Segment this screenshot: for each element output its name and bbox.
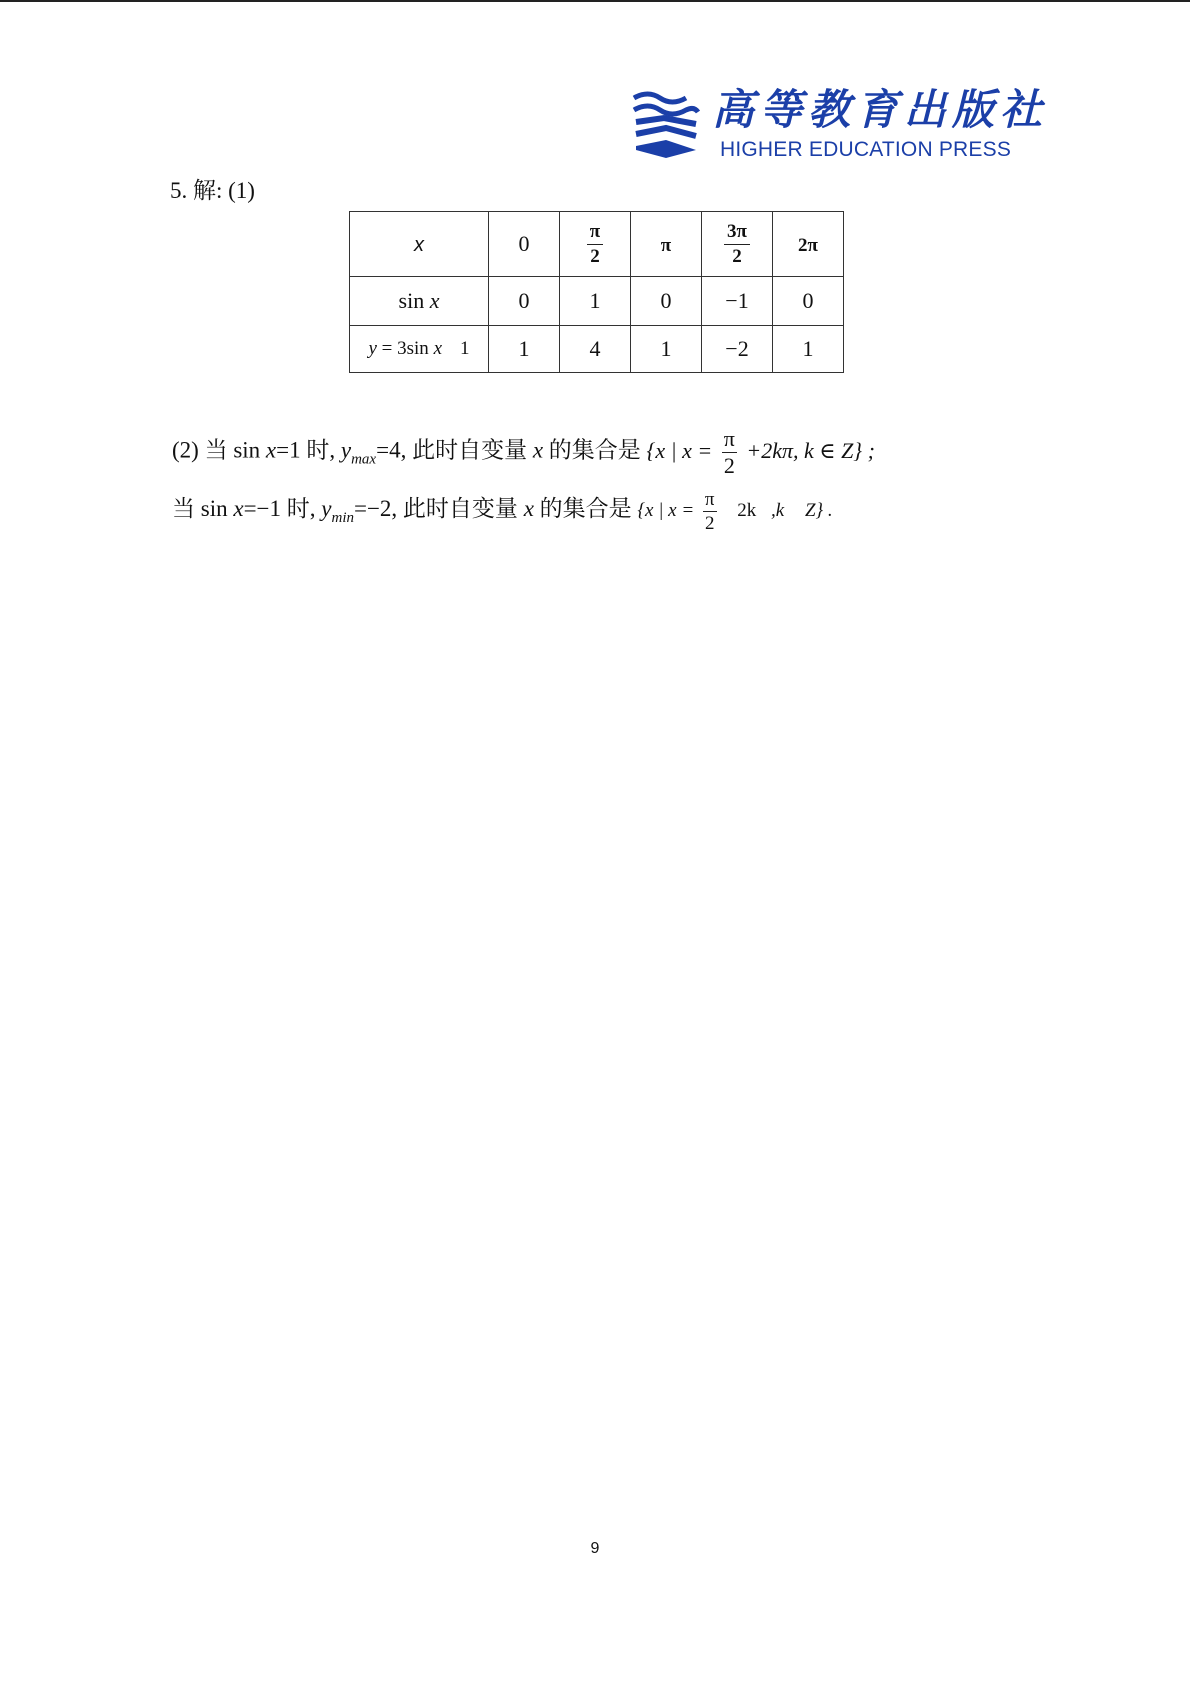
fraction: $\frac{\pi}{2}$ bbox=[723, 426, 735, 478]
table-row-sin bbox=[350, 277, 844, 326]
fraction: $\frac{3\pi}{2}$ bbox=[724, 222, 750, 267]
table-cell: 1 bbox=[631, 326, 702, 373]
table-cell: 0 bbox=[631, 277, 702, 326]
page-number: 9 bbox=[590, 1540, 600, 1557]
publisher-logo bbox=[630, 82, 1049, 168]
fraction: $\frac{\pi}{2}$ bbox=[704, 489, 715, 535]
table-header-x: x bbox=[350, 212, 489, 277]
publisher-english-name: HIGHER EDUCATION PRESS bbox=[720, 138, 1012, 161]
table-row-y bbox=[350, 326, 844, 373]
table-row-x bbox=[350, 212, 844, 277]
top-border-line bbox=[0, 0, 1190, 2]
publisher-chinese-name: 高等教育出版社 bbox=[712, 85, 1049, 134]
table-cell: 1 bbox=[489, 326, 560, 373]
table-cell: 0 bbox=[489, 277, 560, 326]
answer-line-min: 当 sin x=−1 时, $y_{min}=-2$, 此时自变量 x 的集合是 {x | x = $\frac{\pi}{2}$ 2k ,k Z} . bbox=[172, 489, 833, 535]
table-cell bbox=[560, 212, 631, 277]
table-cell: 0 bbox=[773, 277, 844, 326]
answer-line-max: (2) 当 sin x=1 时, $y_{max}=4$, 此时自变量 x 的集合是 {x | x = $\frac{\pi}{2}$ +2kπ, k ∈ Z} ; bbox=[172, 426, 875, 478]
value-table bbox=[349, 211, 844, 373]
table-row-label: y = 3sin x 1 bbox=[350, 326, 489, 373]
table-cell: 0 bbox=[489, 212, 560, 277]
table-cell: −2 bbox=[702, 326, 773, 373]
table-cell: 1 bbox=[773, 326, 844, 373]
table-cell: 1 bbox=[560, 277, 631, 326]
solution-set-min: {x | x = $\frac{\pi}{2}$ 2k ,k Z} . bbox=[637, 489, 833, 535]
fraction: $\frac{\pi}{2}$ bbox=[587, 222, 603, 267]
table-cell bbox=[702, 212, 773, 277]
publisher-waves-icon bbox=[630, 88, 702, 160]
table-cell: 4 bbox=[560, 326, 631, 373]
solution-set-max: {x | x = $\frac{\pi}{2}$ +2kπ, k ∈ Z} ; bbox=[646, 426, 875, 478]
table-cell: π bbox=[631, 212, 702, 277]
problem-heading: 5. 解: (1) bbox=[170, 178, 255, 203]
table-row-label: sin x bbox=[350, 277, 489, 326]
table-cell: −1 bbox=[702, 277, 773, 326]
table-cell: 2π bbox=[773, 212, 844, 277]
